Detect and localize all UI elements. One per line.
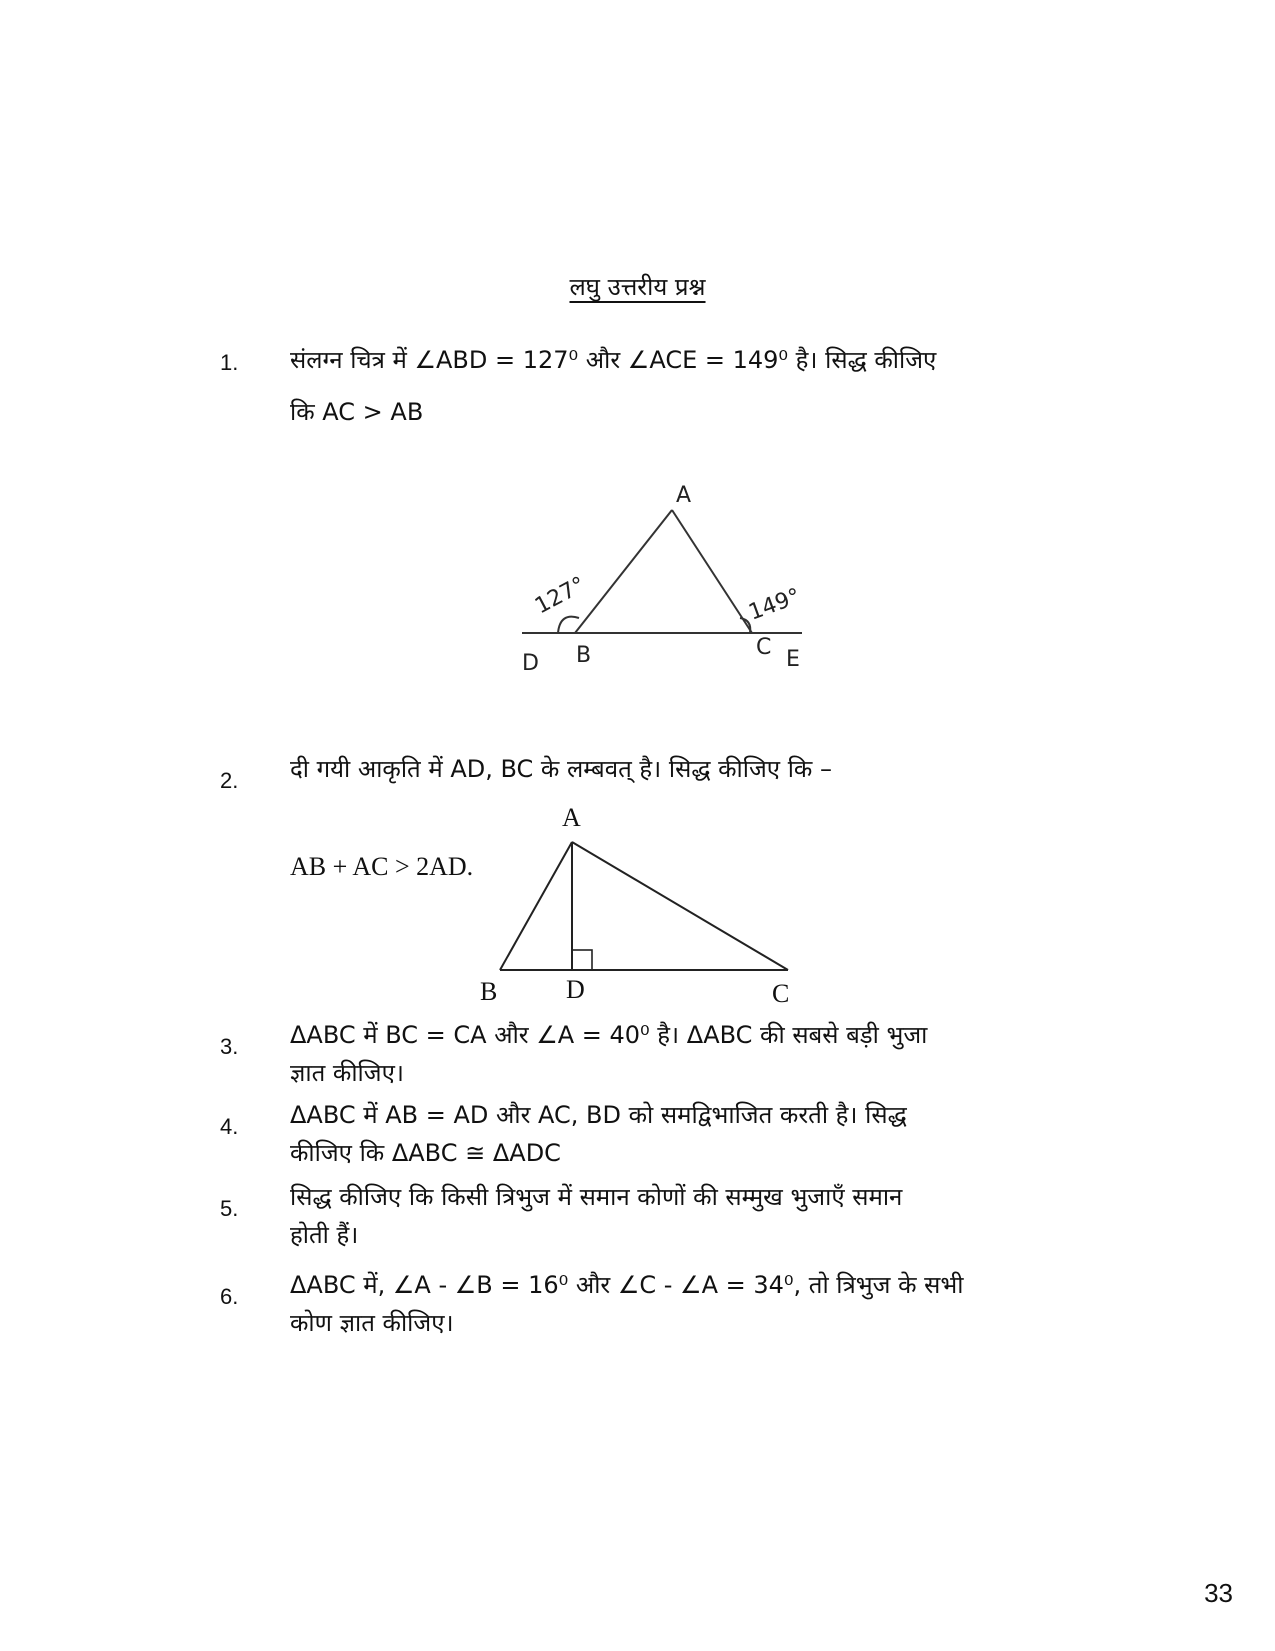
figure-2-side-ab bbox=[500, 842, 572, 970]
page-number: 33 bbox=[1204, 1578, 1233, 1608]
question-2-line-2: AB + AC > 2AD. bbox=[290, 852, 474, 881]
question-5-number: 5. bbox=[220, 1196, 239, 1221]
figure-1-angle-ace: 149° bbox=[745, 584, 804, 626]
figure-1-angle-abd: 127° bbox=[531, 572, 590, 620]
page-title-text: लघु उत्तरीय प्रश्न bbox=[569, 273, 706, 301]
question-3-line-2: ज्ञात कीजिए। bbox=[290, 1059, 404, 1087]
figure-2-side-ac bbox=[572, 842, 788, 970]
question-2 bbox=[290, 752, 1070, 785]
question-3-line-1: ΔABC में BC = CA और ∠A = 40⁰ है। ΔABC की सबसे बड़ी भुजा bbox=[290, 1021, 928, 1049]
figure-1-label-a: A bbox=[676, 483, 692, 508]
question-2-number: 2. bbox=[220, 768, 239, 793]
question-2-line-1: दी गयी आकृति में AD, BC के लम्बवत् है। सिद्ध कीजिए कि – bbox=[290, 755, 832, 783]
figure-2 bbox=[470, 800, 830, 1015]
page-title bbox=[0, 270, 1275, 303]
figure-1-label-d: D bbox=[522, 651, 539, 676]
question-6-line-2: कोण ज्ञात कीजिए। bbox=[290, 1309, 454, 1337]
figure-2-right-angle-mark bbox=[572, 950, 592, 970]
figure-2-label-b: B bbox=[480, 977, 498, 1006]
question-3-number: 3. bbox=[220, 1034, 239, 1059]
figure-1-diagram bbox=[480, 460, 830, 720]
figure-1-side-ac bbox=[672, 510, 752, 633]
question-5-line-1: सिद्ध कीजिए कि किसी त्रिभुज में समान कोणों की सम्मुख भुजाएँ समान bbox=[290, 1183, 903, 1211]
figure-1-side-ab bbox=[575, 510, 672, 633]
question-1-line-1: संलग्न चित्र में ∠ABD = 127⁰ और ∠ACE = 149⁰ है। सिद्ध कीजिए bbox=[290, 346, 937, 374]
question-4-line-2: कीजिए कि ΔABC ≅ ΔADC bbox=[290, 1139, 561, 1167]
figure-1 bbox=[480, 460, 830, 720]
question-4 bbox=[290, 1096, 1070, 1172]
figure-1-label-e: E bbox=[786, 647, 800, 672]
question-1-line-2: कि AC > AB bbox=[290, 398, 424, 426]
question-1 bbox=[290, 334, 1070, 438]
question-5-line-2: होती हैं। bbox=[290, 1221, 359, 1249]
figure-2-label-d: D bbox=[566, 975, 585, 1004]
question-3 bbox=[290, 1016, 1070, 1092]
figure-1-label-b: B bbox=[576, 643, 592, 668]
question-6-number: 6. bbox=[220, 1284, 239, 1309]
question-1-number: 1. bbox=[220, 350, 239, 375]
figure-2-diagram bbox=[470, 800, 830, 1015]
question-6-line-1: ΔABC में, ∠A - ∠B = 16⁰ और ∠C - ∠A = 34⁰, तो त्रिभुज के सभी bbox=[290, 1271, 964, 1299]
question-4-number: 4. bbox=[220, 1114, 239, 1139]
question-4-line-1: ΔABC में AB = AD और AC, BD को समद्विभाजित करती है। सिद्ध bbox=[290, 1101, 907, 1129]
question-5 bbox=[290, 1178, 1070, 1254]
figure-1-label-c: C bbox=[756, 635, 772, 660]
figure-2-label-c: C bbox=[772, 979, 790, 1008]
question-6 bbox=[290, 1266, 1070, 1342]
figure-2-label-a: A bbox=[562, 803, 581, 832]
figure-1-arc-ace bbox=[740, 618, 750, 633]
